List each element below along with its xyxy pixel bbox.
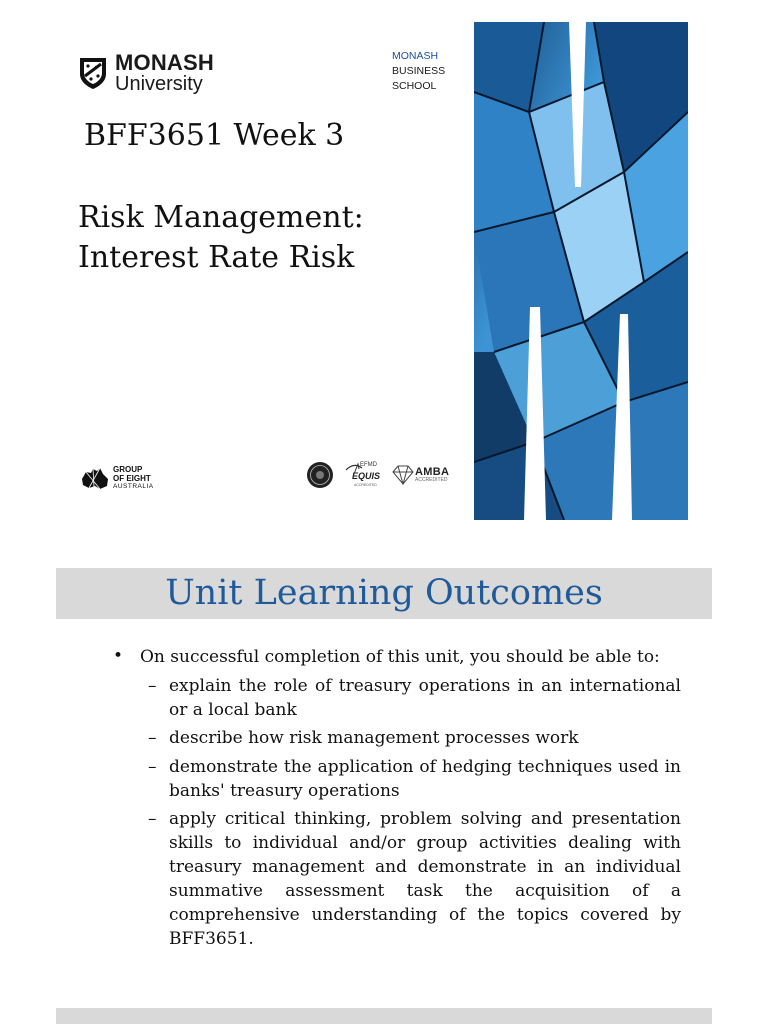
business-school-line1: MONASH: [392, 50, 439, 62]
dash-mark: –: [148, 757, 157, 777]
monash-university-logo: [78, 52, 214, 94]
dash-mark: –: [148, 676, 157, 696]
monash-crest-icon: [78, 56, 108, 90]
list-item: [148, 674, 681, 722]
outcome-text: describe how risk management processes work: [169, 728, 579, 748]
group-of-eight-logo: [80, 466, 154, 492]
amba-logo: [392, 465, 449, 485]
monash-logo-subtitle: University: [115, 73, 203, 95]
topic-title: [78, 198, 364, 278]
amba-accredited-label: ACCREDITED: [415, 477, 448, 483]
business-school-line2: BUSINESS: [392, 65, 446, 77]
list-item: [148, 755, 681, 803]
slide-title: Unit Learning Outcomes: [165, 573, 603, 613]
efmd-label: EFMD: [360, 462, 377, 468]
learning-outcomes-slide: [56, 568, 712, 988]
dash-mark: –: [148, 809, 157, 829]
week-title: BFF3651 Week 3: [84, 118, 345, 153]
intro-text: On successful completion of this unit, you should be able to:: [140, 647, 660, 667]
list-item: [148, 726, 681, 750]
group-of-eight-line3: AUSTRALIA: [113, 483, 154, 490]
list-item: [148, 807, 681, 951]
geometric-m-artwork: [474, 22, 688, 520]
group-of-eight-line2: OF EIGHT: [113, 473, 151, 483]
outcome-text: explain the role of treasury operations in an international or a local bank: [169, 676, 681, 720]
bullet-mark: •: [113, 646, 124, 666]
outcome-text: demonstrate the application of hedging techniques used in banks' treasury operations: [169, 757, 681, 801]
business-school-line3: SCHOOL: [392, 80, 437, 92]
australia-map-icon: [80, 467, 110, 491]
next-slide-header-bar: [56, 1008, 712, 1024]
equis-logo: [344, 460, 386, 490]
intro-bullet: [113, 645, 676, 669]
equis-label: EQUIS: [352, 471, 381, 481]
equis-accredited-label: ACCREDITED: [354, 483, 377, 487]
monash-logo-name: MONASH: [115, 50, 214, 75]
amba-diamond-icon: [392, 465, 414, 485]
topic-title-line2: Interest Rate Risk: [78, 240, 355, 275]
dash-mark: –: [148, 728, 157, 748]
amba-label: AMBA: [415, 466, 450, 478]
outcome-text: apply critical thinking, problem solving and presentation skills to individual and/or group activities dealing with treasury management and demonstrate in an individual summative assessment task the acquisition of a comprehensive understanding of the topics covered by BFF3651.: [169, 809, 681, 949]
accreditation-logos: [306, 460, 449, 490]
slide-header-bar: [56, 568, 712, 619]
topic-title-line1: Risk Management:: [78, 200, 364, 235]
aacsb-seal-icon: [306, 461, 334, 489]
business-school-label: [392, 49, 445, 94]
title-slide: [56, 22, 712, 520]
group-of-eight-line1: GROUP: [113, 465, 143, 474]
